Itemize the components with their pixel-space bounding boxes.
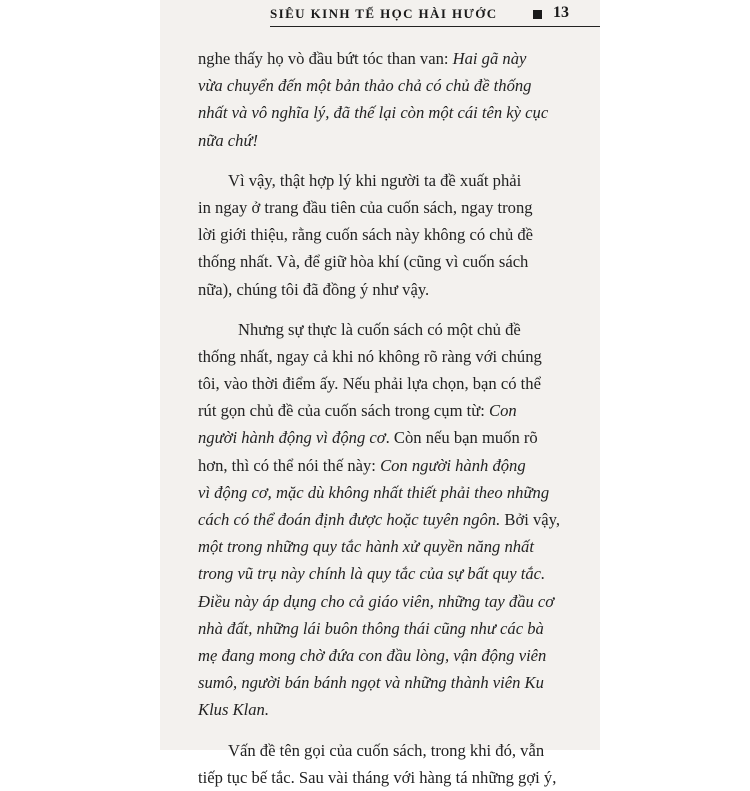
text-line (198, 424, 588, 451)
text-line: lời giới thiệu, rằng cuốn sách này không có chủ đề (198, 225, 534, 245)
italic-span: nữa chứ! (198, 130, 259, 150)
italic-span: Klus Klan. (198, 700, 270, 720)
text-line: thống nhất. Và, để giữ hòa khí (cũng vì cuốn sách (198, 252, 529, 272)
text-span: . Còn nếu bạn muốn rõ (385, 428, 538, 448)
italic-span: sumô, người bán bánh ngọt và những thành viên Ku (198, 673, 544, 693)
text-line (198, 99, 588, 126)
text-span: hơn, thì có thể nói thế này: (198, 455, 381, 475)
italic-span: nhà đất, những lái buôn thông thái cũng như các bà (198, 618, 544, 638)
text-line (198, 615, 588, 642)
text-line (198, 696, 588, 723)
italic-span: vì động cơ, mặc dù không nhất thiết phải theo những (198, 482, 550, 502)
text-line (198, 560, 588, 587)
text-line: tiếp tục bế tắc. Sau vài tháng với hàng tá những gợi ý, (198, 767, 557, 787)
text-line: nữa), chúng tôi đã đồng ý như vậy. (198, 279, 430, 299)
paragraph-3 (198, 316, 588, 724)
text-line (198, 533, 588, 560)
text-line (198, 72, 588, 99)
book-page (160, 0, 600, 787)
italic-span: Con (489, 401, 517, 421)
text-line (198, 45, 588, 72)
text-line (198, 506, 588, 533)
italic-span: Hai gã này (452, 49, 527, 68)
text-line (198, 397, 588, 424)
italic-span: Điều này áp dụng cho cả giáo viên, những tay đầu cơ (198, 591, 555, 611)
square-bullet-icon (533, 10, 542, 19)
text-span: nghe thấy họ vò đầu bứt tóc than van: (198, 49, 453, 68)
running-title: SIÊU KINH TẾ HỌC HÀI HƯỚC (270, 6, 498, 21)
italic-span: người hành động vì động cơ (198, 428, 386, 448)
italic-span: một trong những quy tắc hành xử quyền năng nhất (198, 537, 534, 557)
text-line: in ngay ở trang đầu tiên của cuốn sách, ngay trong (198, 197, 533, 217)
text-span: rút gọn chủ đề của cuốn sách trong cụm từ: (198, 401, 490, 421)
text-span: Bởi vậy, (500, 510, 561, 529)
italic-span: Con người hành động (380, 455, 526, 475)
text-line: Vì vậy, thật hợp lý khi người ta đề xuất phải (228, 170, 522, 190)
text-line (198, 588, 588, 615)
text-line (198, 669, 588, 696)
text-line (198, 452, 588, 479)
text-line (198, 642, 588, 669)
italic-span: trong vũ trụ này chính là quy tắc của sự bất quy tắc. (198, 564, 546, 584)
paragraph-4 (198, 737, 588, 791)
page-number: 13 (553, 4, 569, 21)
text-line: Vấn đề tên gọi của cuốn sách, trong khi đó, vẫn (228, 740, 545, 760)
italic-span: vừa chuyển đến một bản thảo chả có chủ đề thống (198, 76, 532, 96)
text-line: Nhưng sự thực là cuốn sách có một chủ đề (238, 319, 521, 339)
running-header (270, 4, 600, 27)
italic-span: mẹ đang mong chờ đứa con đầu lòng, vận động viên (198, 645, 547, 665)
text-line (198, 127, 588, 154)
body-text (198, 45, 588, 791)
paragraph-1 (198, 45, 588, 154)
italic-span: cách có thể đoán định được hoặc tuyên ngôn. (198, 510, 501, 529)
paragraph-2 (198, 167, 588, 303)
text-line (198, 479, 588, 506)
italic-span: nhất và vô nghĩa lý, đã thế lại còn một cái tên kỳ cục (198, 103, 549, 123)
text-line: thống nhất, ngay cả khi nó không rõ ràng với chúng (198, 346, 542, 366)
text-line: tôi, vào thời điểm ấy. Nếu phải lựa chọn, bạn có thể (198, 374, 541, 394)
